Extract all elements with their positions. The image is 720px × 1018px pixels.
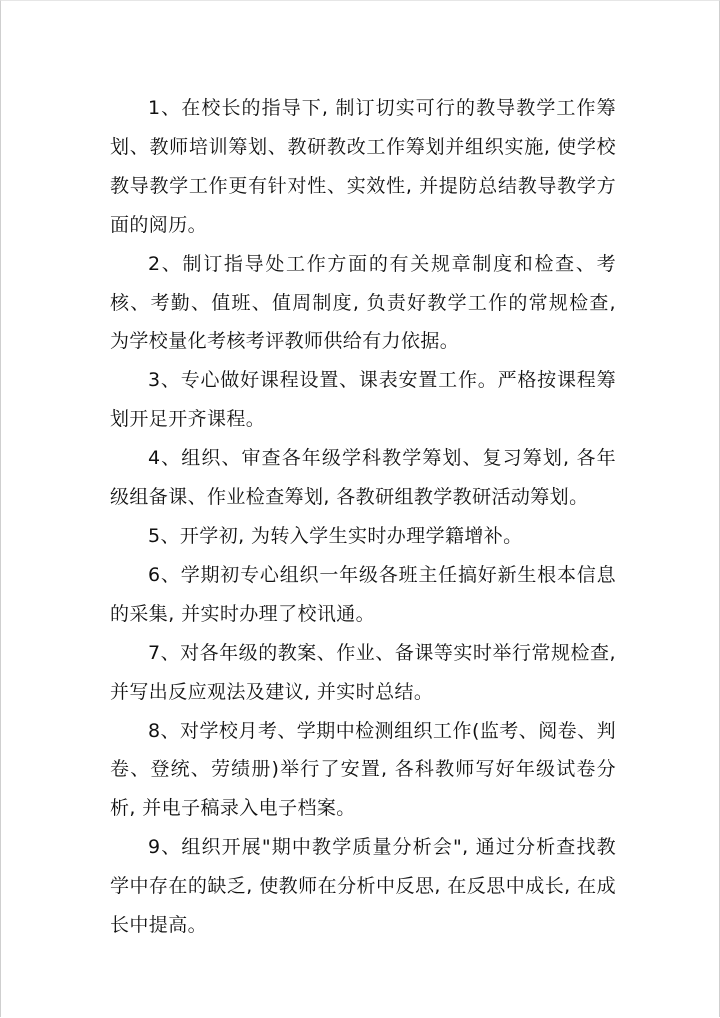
paragraph-8: 8、对学校月考、学期中检测组织工作(监考、阅卷、判卷、登统、劳绩册)举行了安置, 各科教师写好年级试卷分析, 并电子稿录入电子档案。 (110, 719, 616, 820)
paragraph-2: 2、制订指导处工作方面的有关规章制度和检查、考核、考勤、值班、值周制度, 负责好教学工作的常规检查, 为学校量化考核考评教师供给有力依据。 (110, 252, 616, 353)
paragraph-6: 6、学期初专心组织一年级各班主任搞好新生根本信息的采集, 并实时办理了校讯通。 (110, 563, 616, 625)
paragraph-4: 4、组织、审查各年级学科教学筹划、复习筹划, 各年级组备课、作业检查筹划, 各教研组教学教研活动筹划。 (110, 447, 616, 509)
paragraph-1: 1、在校长的指导下, 制订切实可行的教导教学工作筹划、教师培训筹划、教研教改工作筹划并组织实施, 使学校教导教学工作更有针对性、实效性, 并提防总结教导教学方面的阅历。 (110, 97, 616, 236)
paragraph-7: 7、对各年级的教案、作业、备课等实时举行常规检查, 并写出反应观法及建议, 并实时总结。 (110, 641, 616, 703)
paragraph-9: 9、组织开展"期中教学质量分析会", 通过分析查找教学中存在的缺乏, 使教师在分析中反思, 在反思中成长, 在成长中提高。 (110, 836, 616, 937)
paragraph-5: 5、开学初, 为转入学生实时办理学籍增补。 (148, 524, 523, 547)
document-body (110, 89, 616, 945)
paragraph-3: 3、专心做好课程设置、课表安置工作。严格按课程筹划开足开齐课程。 (110, 369, 616, 431)
